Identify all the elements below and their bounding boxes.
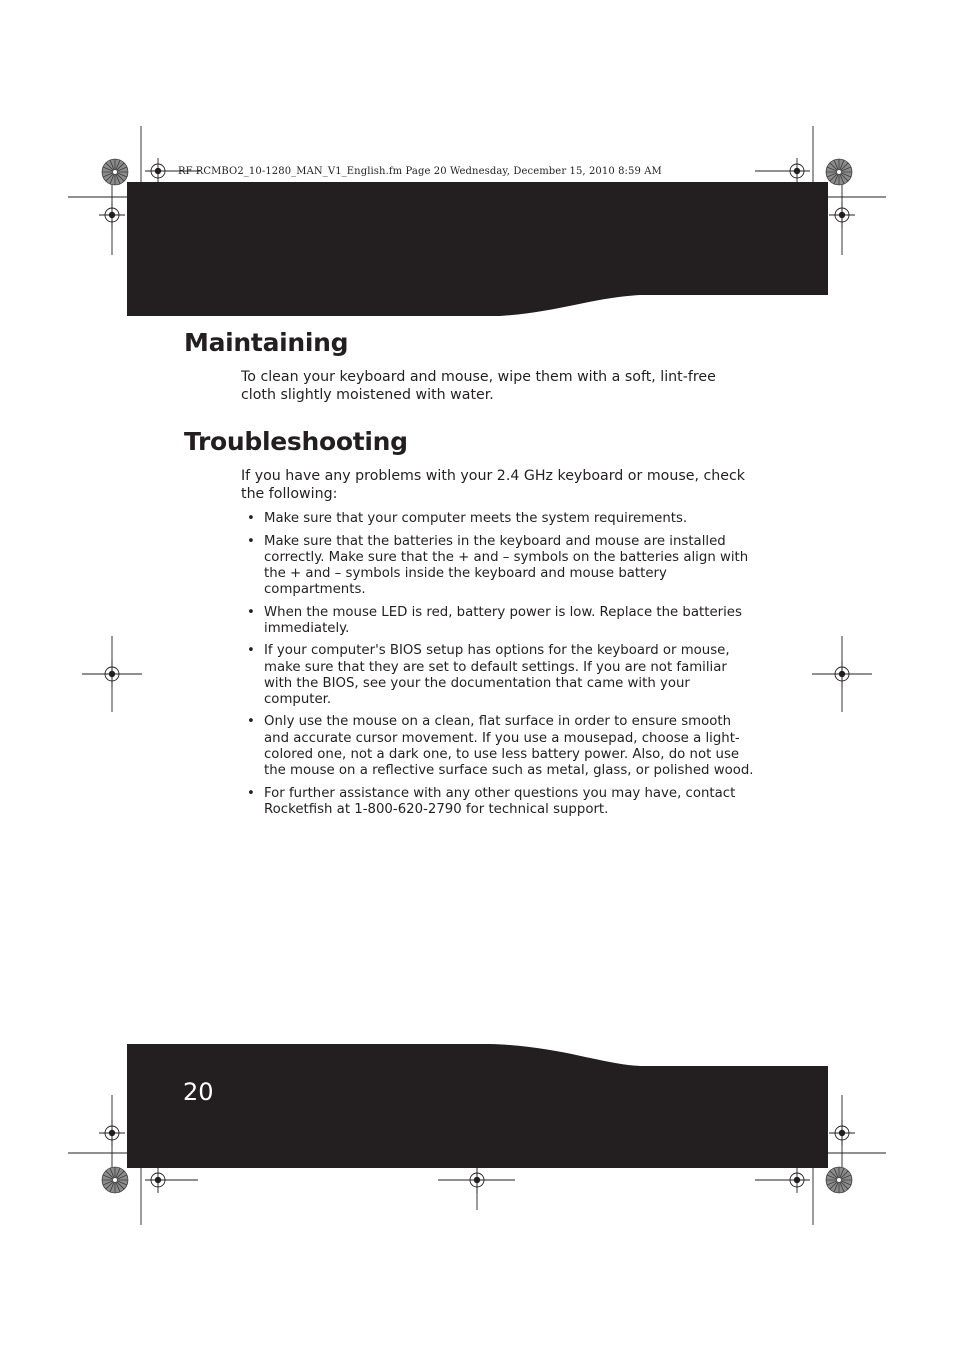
list-item: [244, 511, 756, 527]
registration-mark-icon: [145, 158, 171, 184]
troubleshooting-intro: If you have any problems with your 2.4 GHz keyboard or mouse, check the following:: [241, 468, 746, 502]
list-item-text: If your computer's BIOS setup has options for the keyboard or mouse, make sure that they are set to default settings. If you are not familiar with the BIOS, see your the documentation that came with your computer.: [264, 643, 730, 707]
maintaining-heading: Maintaining: [184, 328, 349, 357]
registration-mark-icon: [99, 1120, 125, 1146]
starburst-target-icon: [826, 1167, 852, 1193]
footer-band: [127, 1044, 828, 1168]
registration-mark-icon: [464, 1167, 490, 1193]
registration-mark-icon: [99, 202, 125, 228]
bullet-icon: •: [247, 785, 255, 801]
print-slug-line: RF-RCMBO2_10-1280_MAN_V1_English.fm Page 20 Wednesday, December 15, 2010 8:59 AM: [178, 166, 662, 177]
list-item-text: Make sure that your computer meets the system requirements.: [264, 511, 688, 526]
bullet-icon: •: [247, 714, 255, 730]
troubleshooting-heading: Troubleshooting: [184, 427, 408, 456]
list-item-text: When the mouse LED is red, battery power is low. Replace the batteries immediately.: [264, 604, 742, 636]
starburst-target-icon: [826, 159, 852, 185]
starburst-target-icon: [102, 159, 128, 185]
bullet-icon: •: [247, 643, 255, 659]
list-item: [244, 714, 756, 779]
list-item-text: Only use the mouse on a clean, flat surface in order to ensure smooth and accurate cursor movement. If you use a mousepad, choose a light-colored one, not a dark one, to use less battery power. Also, do not use the mouse on a reflective surface such as metal, glass, or polished wood.: [264, 714, 754, 779]
starburst-target-icon: [102, 1167, 128, 1193]
registration-mark-icon: [784, 158, 810, 184]
list-item-text: For further assistance with any other questions you may have, contact Rocketfish at 1-800-620-2790 for technical support.: [264, 785, 736, 817]
registration-mark-icon: [829, 202, 855, 228]
list-item-text: Make sure that the batteries in the keyboard and mouse are installed correctly. Make sure that the + and – symbols on the batteries align with the + and – symbols inside the keyboard and mouse battery compartments.: [264, 533, 749, 598]
header-band: [127, 182, 828, 316]
bullet-icon: •: [247, 511, 255, 526]
bullet-icon: •: [247, 604, 255, 620]
maintaining-body: To clean your keyboard and mouse, wipe them with a soft, lint-free cloth slightly moistened with water.: [241, 369, 716, 403]
registration-mark-icon: [99, 661, 125, 687]
registration-mark-icon: [829, 1120, 855, 1146]
bullet-icon: •: [247, 533, 255, 549]
troubleshooting-list: [244, 511, 756, 824]
page-number: 20: [183, 1078, 214, 1106]
registration-mark-icon: [145, 1167, 171, 1193]
list-item: [244, 643, 756, 708]
registration-mark-icon: [784, 1167, 810, 1193]
list-item: [244, 605, 756, 637]
list-item: [244, 534, 756, 599]
list-item: [244, 786, 756, 818]
registration-mark-icon: [829, 661, 855, 687]
